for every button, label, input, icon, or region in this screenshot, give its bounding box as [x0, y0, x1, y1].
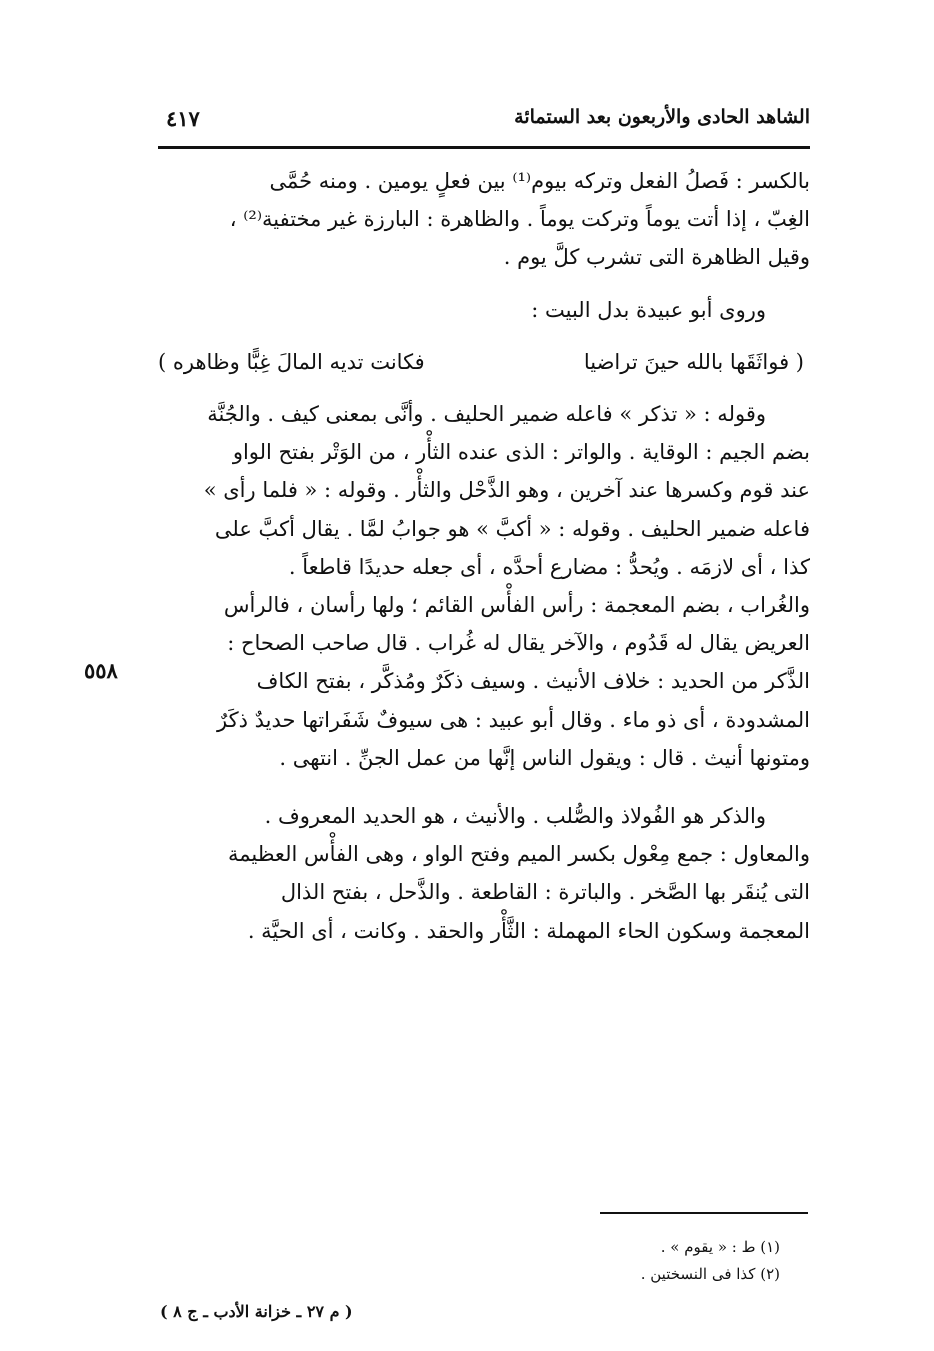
paragraph-1-line-2: الغِبّ ، إذا أتت يوماً وتركت يوماً . والظاهرة : البارزة غير مختفية⁽²⁾ ،	[229, 207, 810, 232]
margin-number: ٥٥٨	[84, 658, 118, 683]
paragraph-4-line-4: المعجمة وسكون الحاء المهملة : الثَّأْر والحقد . وكانت ، أى الحيَّة .	[247, 918, 810, 943]
paragraph-4-line-3: التى يُنقَر بها الصَّخر . والباترة : القاطعة . والذَّحل ، بفتح الذال	[280, 880, 810, 905]
paragraph-3-line-1: وقوله : « تذكر » فاعله ضمير الحليف . وأنَّى بمعنى كيف . والجُنَّة	[207, 402, 766, 427]
verse-line	[158, 343, 810, 381]
paragraph-4-line-2: والمعاول : جمع مِعْول بكسر الميم وفتح الواو ، وهى الفأْس العظيمة	[227, 842, 810, 867]
verse-hemistich-right: ( فواثَقَها بالله حينَ تراضيا	[583, 349, 804, 374]
page-number: ٤١٧	[166, 106, 200, 131]
paragraph-3-line-5: كذا ، أى لازمَه . ويُحدُّ : مضارع أحدَّه ، أى جعله حديدًا قاطعاً .	[288, 554, 810, 579]
footnote-1: (١) ط : « يقوم » .	[660, 1238, 780, 1256]
paragraph-1-line-1: بالكسر : فَصلُ الفعل وتركه بيوم⁽¹⁾ بين فعلٍ يومين . ومنه حُمَّى	[269, 169, 810, 193]
verse-hemistich-left: فكانت تديه المالَ غِبًّا وظاهره )	[158, 349, 425, 374]
paragraph-3-line-10: ومتونها أنيث . قال : ويقول الناس إنَّها من عمل الجنِّ . انتهى .	[279, 745, 810, 770]
paragraph-4-line-1: والذكر هو الفُولاذ والصُّلب . والأنيث ، هو الحديد المعروف .	[264, 804, 766, 829]
print-signature: ( م ٢٧ ـ خزانة الأدب ـ ج ٨ )	[160, 1302, 353, 1321]
header-rule	[158, 146, 810, 149]
paragraph-2: وروى أبو عبيدة بدل البيت :	[531, 297, 766, 322]
body-text	[158, 162, 810, 950]
paragraph-3-line-6: والغُراب ، بضم المعجمة : رأس الفأْس القائم ؛ ولها رأسان ، فالرأس	[223, 593, 810, 618]
paragraph-3-line-8: الذَّكر من الحديد : خلاف الأنيث . وسيف ذكَرٌ ومُذكَّر ، بفتح الكاف	[256, 669, 810, 694]
paragraph-3-line-2: بضم الجيم : الوقاية . والواتر : الذى عنده الثأْر ، من الوَتْر بفتح الواو	[232, 440, 810, 465]
footnote-rule	[600, 1212, 808, 1214]
paragraph-1-line-3: وقيل الظاهرة التى تشرب كلَّ يوم .	[503, 245, 810, 270]
footnote-2: (٢) كذا فى النسختين .	[640, 1265, 780, 1283]
paragraph-3-line-7: العريض يقال له قَدُوم ، والآخر يقال له غُراب . قال صاحب الصحاح :	[227, 631, 810, 656]
page-header	[158, 96, 810, 140]
paragraph-3-line-3: عند قوم وكسرها عند آخرين ، وهو الذَّحْل والثأْر . وقوله : « فلما رأى »	[203, 478, 810, 503]
paragraph-3-line-4: فاعله ضمير الحليف . وقوله : « أكبَّ » هو جوابُ لمَّا . يقال أكبَّ على	[214, 516, 810, 541]
paragraph-3-line-9: المشدودة ، أى ذو ماء . وقال أبو عبيد : هى سيوفٌ شَفَراتها حديدٌ ذكَرٌ	[217, 707, 810, 732]
footnotes	[400, 1234, 780, 1288]
running-title: الشاهد الحادى والأربعون بعد الستمائة	[514, 106, 810, 128]
